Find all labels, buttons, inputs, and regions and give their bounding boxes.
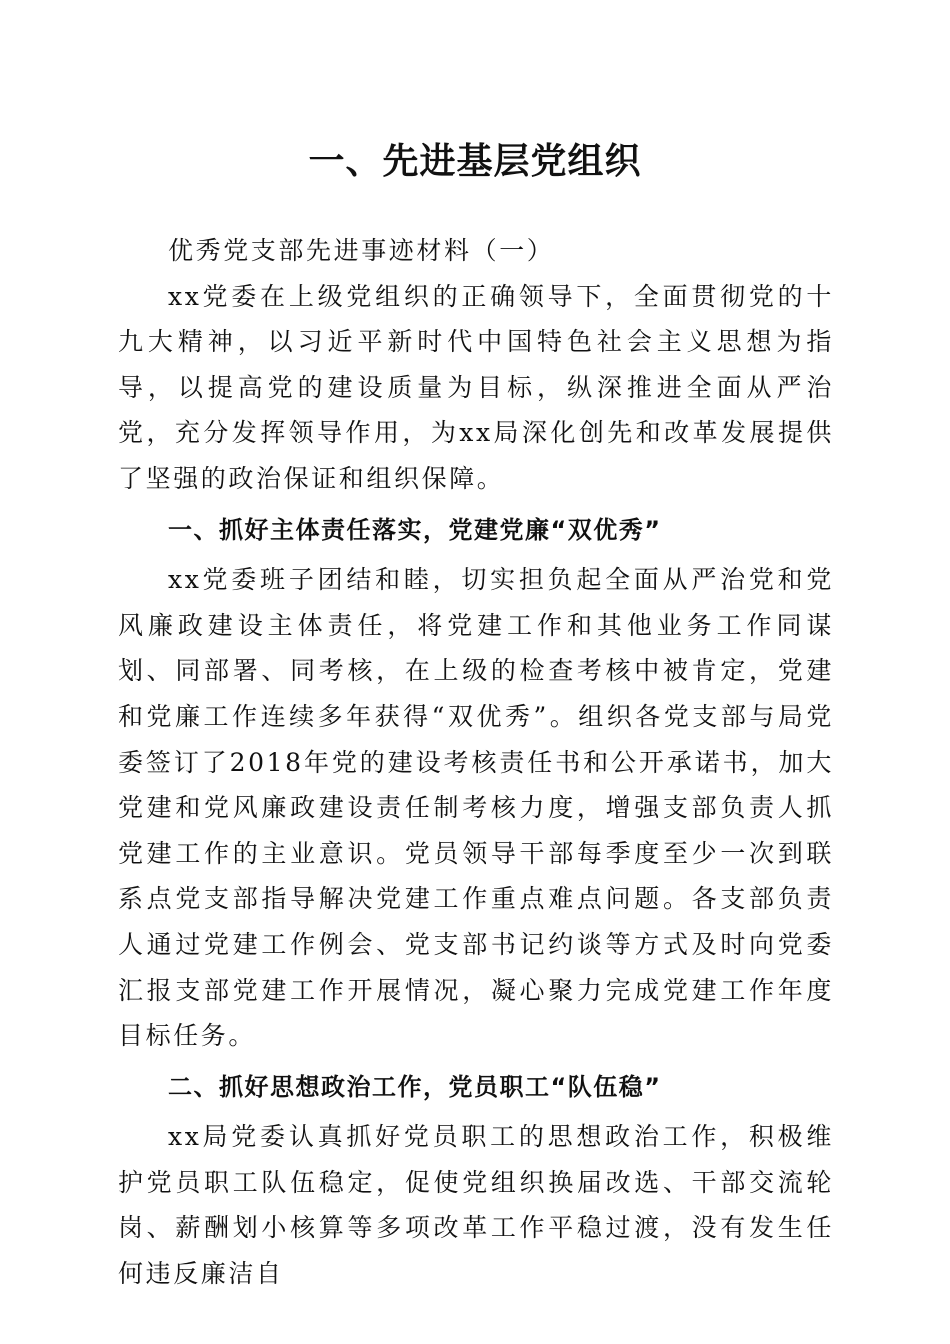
document-title: 一、先进基层党组织 [308,141,642,182]
section-heading-1: 一、抓好主体责任落实，党建党廉“双优秀” [168,515,662,544]
section-body-1: xx党委班子团结和睦，切实担负起全面从严治党和党风廉政建设主体责任，将党建工作和其他业务工作同谋划、同部署、同考核，在上级的检查考核中被肯定，党建和党廉工作连续多年获得“双优秀”。组织各党支部与局党委签订了2018年党的建设考核责任书和公开承诺书，加大党建和党风廉政建设责任制考核力度，增强支部负责人抓党建工作的主业意识。党员领导干部每季度至少一次到联系点党支部指导解决党建工作重点难点问题。各支部负责人通过党建工作例会、党支部书记约谈等方式及时向党委汇报支部党建工作开展情况，凝心聚力完成党建工作年度目标任务。 [118,565,834,1051]
intro-paragraph: xx党委在上级党组织的正确领导下，全面贯彻党的十九大精神，以习近平新时代中国特色社会主义思想为指导，以提高党的建设质量为目标，纵深推进全面从严治党，充分发挥领导作用，为xx局深化创先和改革发展提供了坚强的政治保证和组织保障。 [118,281,834,493]
document-body [118,228,834,1297]
section-heading-2: 二、抓好思想政治工作，党员职工“队伍稳” [168,1072,662,1101]
section-body-2: xx局党委认真抓好党员职工的思想政治工作，积极维护党员职工队伍稳定，促使党组织换届改选、干部交流轮岗、薪酬划小核算等多项改革工作平稳过渡，没有发生任何违反廉洁自 [118,1122,834,1289]
document-subtitle: 优秀党支部先进事迹材料（一） [168,236,555,265]
